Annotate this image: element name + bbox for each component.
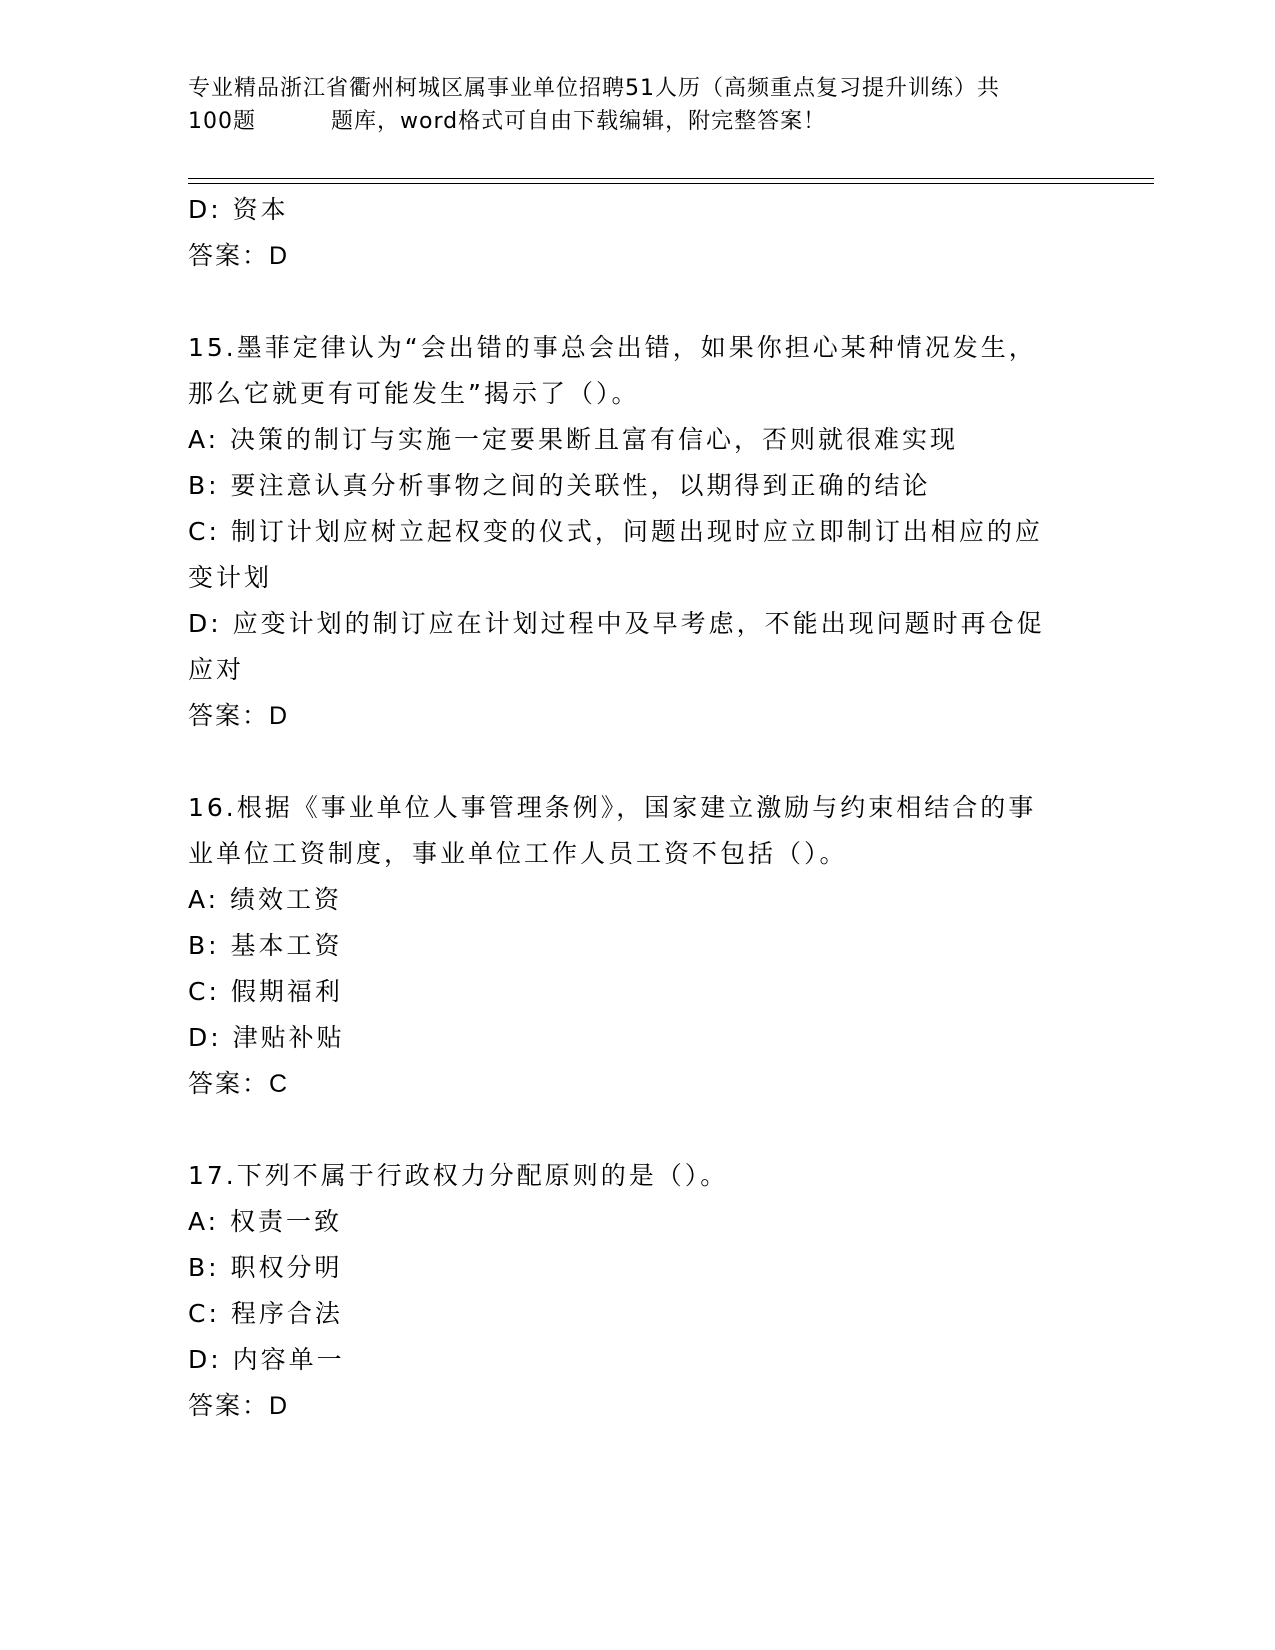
question-list — [188, 187, 1088, 1429]
answer-line: 答案：D — [188, 702, 290, 730]
header-title-line-1: 专业精品浙江省衢州柯城区属事业单位招聘51人历（高频重点复习提升训练）共 — [188, 76, 1000, 101]
question-stem-continued: 那么它就更有可能发生”揭示了（）。 — [188, 379, 640, 408]
option-d: D: 内容单一 — [188, 1345, 345, 1374]
option-b: B: 要注意认真分析事物之间的关联性，以期得到正确的结论 — [188, 471, 931, 500]
option-d: D: 津贴补贴 — [188, 1023, 345, 1052]
option-b: B: 基本工资 — [188, 931, 343, 960]
header-divider-top — [188, 178, 1154, 179]
question-15 — [188, 325, 1088, 739]
question-14-tail — [188, 187, 1088, 279]
answer-line: 答案：D — [188, 242, 290, 270]
question-stem-continued: 业单位工资制度，事业单位工作人员工资不包括（）。 — [188, 839, 848, 868]
answer-line: 答案：C — [188, 1070, 290, 1098]
question-16 — [188, 785, 1088, 1107]
option-b: B: 职权分明 — [188, 1253, 343, 1282]
option-c-continued: 变计划 — [188, 563, 273, 592]
header-divider-bottom — [188, 183, 1154, 184]
question-stem: 16.根据《事业单位人事管理条例》，国家建立激励与约束相结合的事 — [188, 793, 1037, 822]
question-stem: 17.下列不属于行政权力分配原则的是（）。 — [188, 1161, 729, 1190]
option-a: A: 绩效工资 — [188, 885, 343, 914]
question-stem: 15.墨菲定律认为“会出错的事总会出错，如果你担心某种情况发生， — [188, 333, 1037, 362]
option-d: D: 应变计划的制订应在计划过程中及早考虑，不能出现问题时再仓促 — [188, 609, 1045, 638]
option-d: D: 资本 — [188, 195, 289, 224]
option-a: A: 决策的制订与实施一定要果断且富有信心，否则就很难实现 — [188, 425, 959, 454]
option-a: A: 权责一致 — [188, 1207, 343, 1236]
option-c: C: 假期福利 — [188, 977, 343, 1006]
question-17 — [188, 1153, 1088, 1429]
option-d-continued: 应对 — [188, 655, 245, 684]
header-question-count: 100题 — [188, 109, 256, 134]
page-header — [188, 72, 1088, 138]
header-title-line-2 — [188, 105, 1088, 138]
option-c: C: 程序合法 — [188, 1299, 343, 1328]
header-description: 题库，word格式可自由下载编辑，附完整答案！ — [331, 109, 827, 134]
option-c: C: 制订计划应树立起权变的仪式，问题出现时应立即制订出相应的应 — [188, 517, 1043, 546]
answer-line: 答案：D — [188, 1392, 290, 1420]
